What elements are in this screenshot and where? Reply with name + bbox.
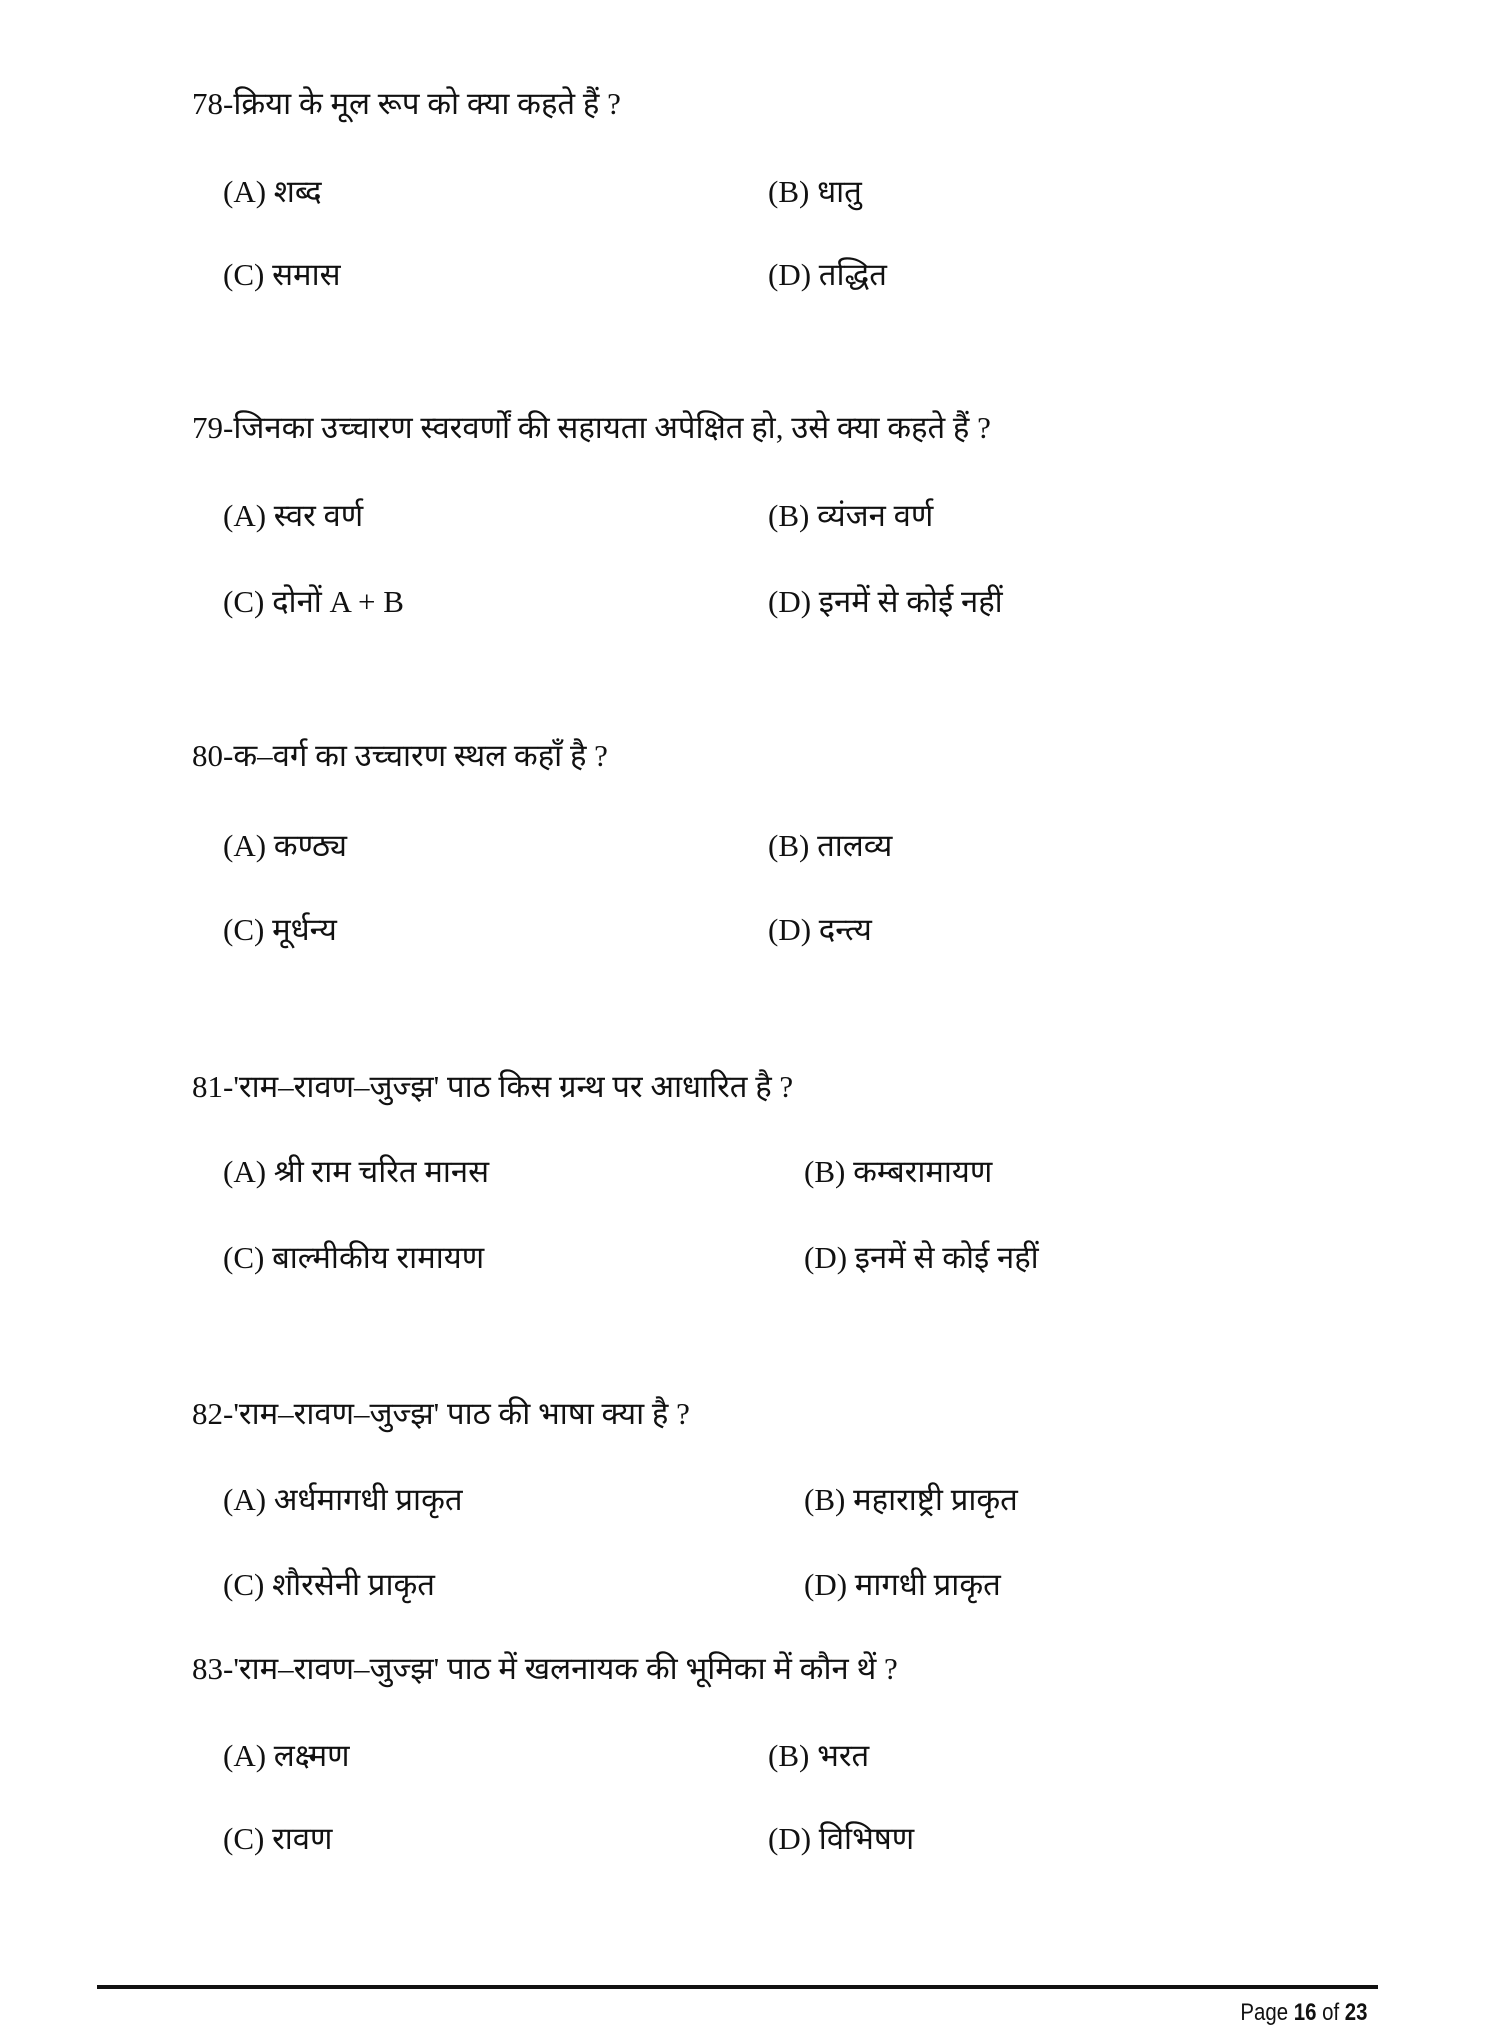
option-b: (B) धातु (768, 174, 862, 209)
option-c: (C) बाल्मीकीय रामायण (223, 1240, 485, 1275)
option-d: (D) तद्धित (768, 257, 887, 292)
option-c: (C) समास (223, 257, 341, 292)
option-d: (D) विभिषण (768, 1821, 915, 1856)
option-d: (D) इनमें से कोई नहीं (768, 584, 1003, 619)
option-a: (A) कण्ठ्य (223, 828, 347, 863)
option-b: (B) भरत (768, 1738, 870, 1773)
option-c: (C) दोनों A + B (223, 584, 404, 619)
of-label: of (1321, 1999, 1339, 2026)
question-number: 79- (192, 410, 234, 445)
option-a: (A) स्वर वर्ण (223, 498, 364, 533)
option-d: (D) इनमें से कोई नहीं (804, 1240, 1039, 1275)
question-text (192, 408, 991, 448)
question-body: 'राम–रावण–जुज्झ' पाठ किस ग्रन्थ पर आधारित है ? (233, 1069, 794, 1104)
question-number: 80- (192, 738, 234, 773)
option-d: (D) मागधी प्राकृत (804, 1567, 1001, 1602)
current-page: 16 (1293, 1999, 1316, 2026)
option-c: (C) शौरसेनी प्राकृत (223, 1567, 435, 1602)
question-text (192, 736, 608, 776)
question-number: 81- (192, 1069, 234, 1104)
option-b: (B) तालव्य (768, 828, 893, 863)
option-c: (C) मूर्धन्य (223, 912, 337, 947)
page-label: Page (1239, 1999, 1288, 2026)
question-number: 83- (192, 1651, 234, 1686)
question-number: 78- (192, 86, 234, 121)
question-text (192, 1394, 690, 1434)
question-body: 'राम–रावण–जुज्झ' पाठ में खलनायक की भूमिका में कौन थें ? (233, 1651, 898, 1686)
question-text (192, 1067, 793, 1107)
option-c: (C) रावण (223, 1821, 333, 1856)
question-body: क–वर्ग का उच्चारण स्थल कहाँ है ? (233, 738, 608, 773)
question-body: क्रिया के मूल रूप को क्या कहते हैं ? (233, 86, 621, 121)
option-b: (B) महाराष्ट्री प्राकृत (804, 1482, 1018, 1517)
footer-divider (97, 1985, 1378, 1989)
option-a: (A) अर्धमागधी प्राकृत (223, 1482, 463, 1517)
question-text (192, 1649, 898, 1689)
option-b: (B) कम्बरामायण (804, 1154, 993, 1189)
question-body: 'राम–रावण–जुज्झ' पाठ की भाषा क्या है ? (233, 1396, 690, 1431)
option-d: (D) दन्त्य (768, 912, 872, 947)
total-pages: 23 (1344, 1999, 1367, 2026)
question-body: जिनका उच्चारण स्वरवर्णों की सहायता अपेक्षित हो, उसे क्या कहते हैं ? (233, 410, 991, 445)
option-a: (A) श्री राम चरित मानस (223, 1154, 490, 1189)
page-number (1240, 1998, 1367, 2028)
option-a: (A) लक्ष्मण (223, 1738, 350, 1773)
question-text (192, 84, 621, 124)
question-number: 82- (192, 1396, 234, 1431)
option-b: (B) व्यंजन वर्ण (768, 498, 934, 533)
option-a: (A) शब्द (223, 174, 322, 209)
